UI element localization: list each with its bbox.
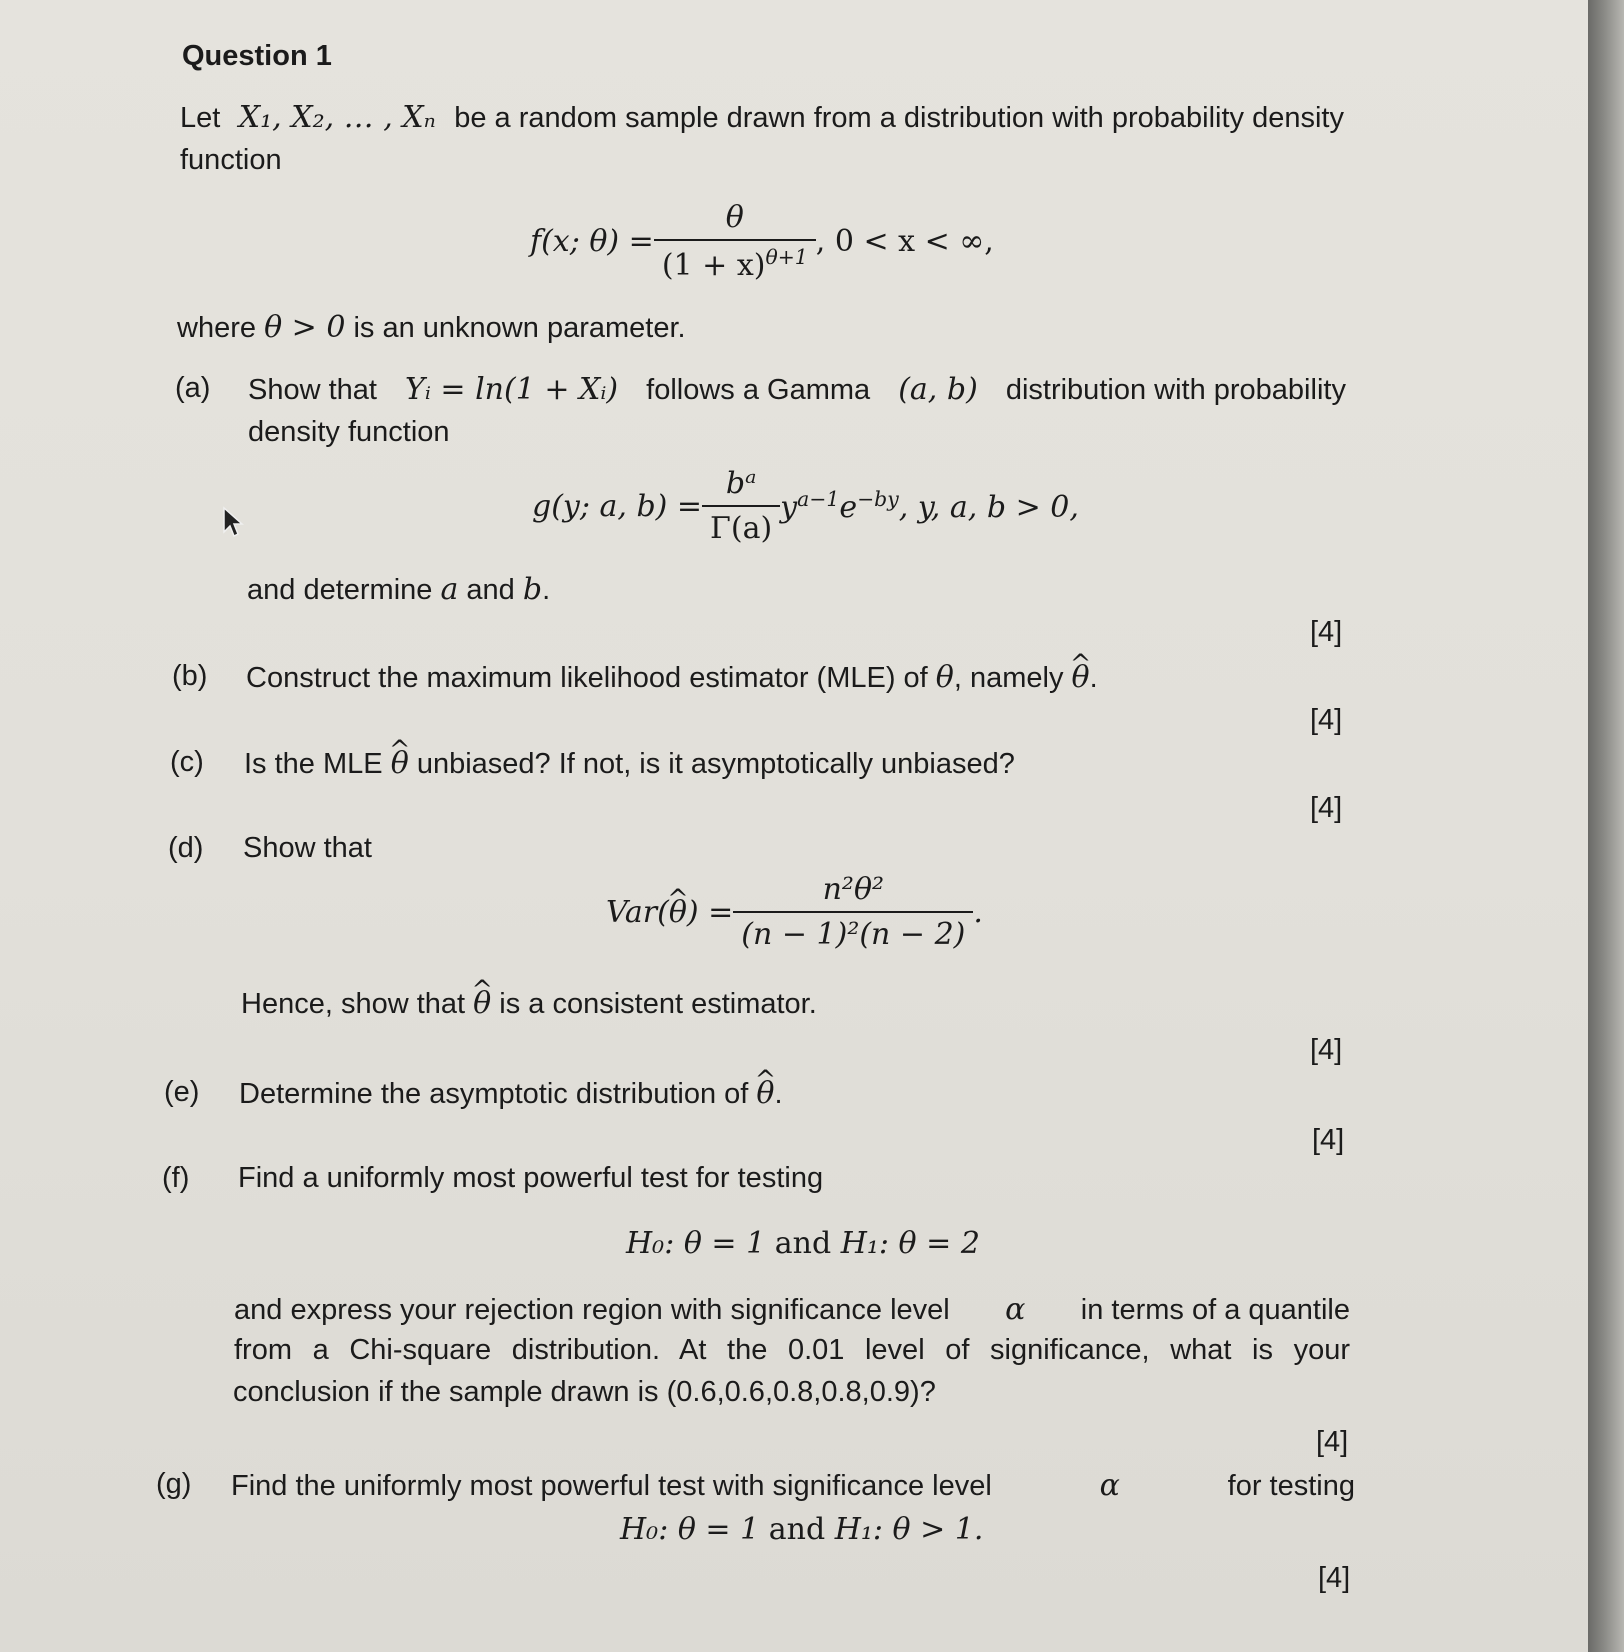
background-edge [1588, 0, 1624, 1652]
part-g-label: (g) [156, 1468, 192, 1500]
pdf-support: , 0 < x < ∞, [815, 224, 994, 259]
question-title: Question 1 [182, 40, 332, 72]
part-f-line-1: and express your rejection region with significance level α in terms of a quantile [234, 1292, 1350, 1327]
part-a-params: (a, b) [898, 372, 978, 407]
part-b-text: Construct the maximum likelihood estimator (MLE) of θ, namely ^ θ. [246, 660, 1098, 695]
part-f-hypotheses: H₀: θ = 1 and H₁: θ = 2 [626, 1226, 980, 1261]
part-g-marks: [4] [1318, 1562, 1351, 1594]
part-d-label: (d) [168, 832, 204, 864]
part-e-text: Determine the asymptotic distribution of ^ θ. [239, 1076, 783, 1111]
gamma-kernel: $y^{a-1}e^{-by}$, y, a, b > 0, [780, 487, 1079, 525]
where-line: where θ > 0 is an unknown parameter. [177, 310, 686, 345]
part-f-line-2: from a Chi-square distribution. At the 0.01 level of significance, what is your [234, 1334, 1350, 1366]
part-e-label: (e) [164, 1076, 200, 1108]
theta-hat: ^ θ [473, 986, 491, 1021]
part-f-text: Find a uniformly most powerful test for testing [238, 1162, 824, 1194]
pdf-fraction [654, 200, 816, 283]
intro-line-1 [180, 100, 1344, 135]
pdf-numerator: θ [725, 200, 744, 235]
part-a-transform: Yᵢ = ln(1 + Xᵢ) [405, 372, 619, 407]
gamma-numerator: bᵃ [725, 466, 757, 501]
part-c-marks: [4] [1310, 792, 1343, 824]
part-a-line-1: Show that Yᵢ = ln(1 + Xᵢ) follows a Gamma (a, b) distribution with probability [248, 372, 1346, 407]
intro-suffix: be a random sample drawn from a distribution with probability density [454, 102, 1344, 134]
gamma-denominator: Γ(a) [702, 505, 780, 546]
variance-fraction [733, 872, 973, 952]
part-d-text: Show that [243, 832, 372, 864]
part-b-label: (b) [172, 660, 208, 692]
where-math: θ > 0 [264, 310, 346, 345]
part-f-marks: [4] [1316, 1426, 1349, 1458]
part-g-text: Find the uniformly most powerful test with significance level α for testing [231, 1468, 1355, 1503]
intro-sample: X₁, X₂, … , Xₙ [238, 100, 436, 135]
pdf-denominator-exponent: θ+1 [765, 245, 808, 269]
part-a-marks: [4] [1310, 616, 1343, 648]
variance-numerator: n²θ² [822, 872, 885, 907]
pdf-lhs: f(x; θ) = [530, 224, 654, 259]
gamma-fraction [702, 466, 780, 546]
part-f-line-3: conclusion if the sample drawn is (0.6,0.6,0.8,0.8,0.9)? [233, 1376, 936, 1408]
intro-line-2: function [180, 144, 282, 176]
gamma-lhs: g(y; a, b) = [532, 488, 703, 524]
part-b-marks: [4] [1310, 704, 1343, 736]
pdf-equation [530, 200, 994, 283]
part-a-line-3: and determine a and b. [247, 572, 551, 607]
part-c-text: Is the MLE ^ θ unbiased? If not, is it asymptotically unbiased? [244, 746, 1015, 781]
mouse-pointer-icon [222, 506, 248, 540]
intro-prefix: Let [180, 102, 221, 134]
theta-hat: ^ θ [1072, 660, 1090, 695]
variance-denominator: (n − 1)²(n − 2) [733, 911, 973, 952]
theta-hat: ^ θ [391, 746, 409, 781]
part-f-label: (f) [162, 1162, 190, 1194]
gamma-pdf-equation [532, 466, 1079, 546]
pdf-denominator: $(1 + x)^{\theta+1}$ [654, 239, 816, 283]
part-g-hypotheses: H₀: θ = 1 and H₁: θ > 1. [620, 1512, 984, 1547]
part-c-label: (c) [170, 746, 204, 778]
theta-hat: ^ θ [756, 1076, 774, 1111]
part-e-marks: [4] [1312, 1124, 1345, 1156]
part-a-line-2: density function [248, 416, 450, 448]
part-a-label: (a) [175, 372, 211, 404]
part-d-marks: [4] [1310, 1034, 1343, 1066]
variance-lhs: Var(^ θ) = [606, 895, 733, 930]
part-d-hence: Hence, show that ^ θ is a consistent estimator. [241, 986, 817, 1021]
variance-equation: Var(^ θ) = $\frac{\text{n²θ²}}{\text{(n − 1)²(n − 2)}}$ . [606, 872, 983, 952]
